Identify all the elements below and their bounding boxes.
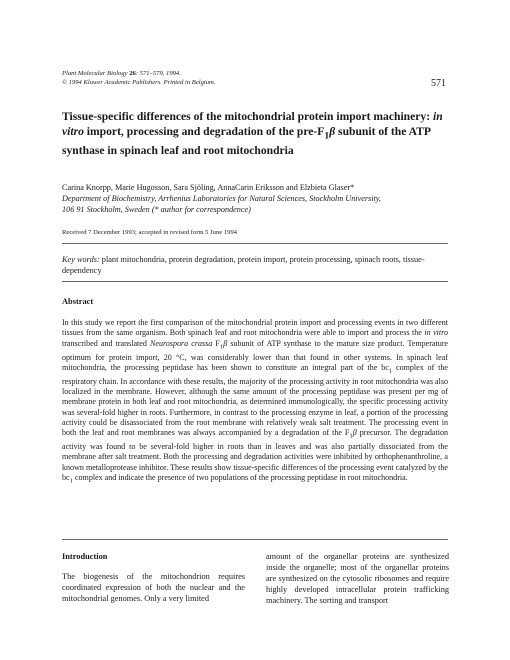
- title-subscript: 1: [324, 130, 330, 142]
- journal-name: Plant Molecular Biology: [62, 70, 128, 77]
- abstract-species: Neurospora crassa: [150, 338, 213, 348]
- copyright-line: © 1994 Kluwer Academic Publishers. Printed in Belgium.: [62, 79, 216, 86]
- abstract-text-2: transcribed and translated: [62, 338, 150, 348]
- affiliation-line-1: Department of Biochemistry, Arrhenius Laboratories for Natural Sciences, Stockholm University,: [62, 194, 381, 203]
- abstract-text-1: In this study we report the first comparison of the mitochondrial protein import and processing events in two different tissues from the same organism. Both spinach leaf and root mitochondria were able to import and process the: [62, 318, 448, 338]
- introduction-heading: Introduction: [62, 552, 108, 561]
- introduction-left-column: The biogenesis of the mitochondrion requires coordinated expression of both the nuclear and the mitochondrial genomes. Only a very limited: [62, 572, 245, 603]
- received-date: Received 7 December 1993; accepted in revised form 5 June 1994: [62, 229, 238, 236]
- divider-keywords: [62, 281, 448, 282]
- author-list: Carina Knorpp, Marie Hugosson, Sara Sjöling, AnnaCarin Eriksson and Elzbieta Glaser*: [62, 183, 355, 192]
- title-part-2: import, processing and degradation of the pre-F: [83, 125, 325, 138]
- affiliation-line-2: 106 91 Stockholm, Sweden (* author for correspondence): [62, 205, 251, 214]
- abstract-beta: β: [223, 338, 228, 348]
- title-part-1: Tissue-specific differences of the mitochondrial protein import machinery:: [62, 110, 433, 123]
- divider-top: [62, 243, 448, 244]
- abstract-beta-2: β: [352, 428, 357, 438]
- abstract-body: [62, 318, 448, 487]
- abstract-text-6: precursor. The degradation activity was found to be several-fold higher in roots than in leaves and was also partially dissociated from the membrane after salt treatment. Both the processing and degradation activities were inhibited by orthophenanthroline, a known metalloprotease inhibitor. These results show tissue-specific differences of the processing event catalyzed by the bc: [62, 428, 449, 482]
- keywords: [62, 254, 448, 276]
- keywords-text: plant mitochondria, protein degradation, protein import, protein processing, spinach roots, tissue-dependency: [62, 255, 425, 275]
- title-part-3: subunit of the ATP synthase in spinach leaf and root mitochondria: [62, 125, 431, 158]
- affiliation: [62, 193, 462, 215]
- abstract-in-vitro: in vitro: [424, 328, 448, 338]
- paper-title: [62, 109, 462, 158]
- abstract-text-7: complex and indicate the presence of two populations of the processing peptidase in root mitochondria.: [72, 472, 408, 482]
- abstract-heading: Abstract: [62, 297, 94, 306]
- keywords-label: Key words:: [62, 255, 100, 264]
- journal-citation: [62, 69, 215, 87]
- title-beta: β: [329, 125, 336, 138]
- divider-abstract: [62, 539, 448, 540]
- journal-line: [62, 69, 215, 78]
- title-in-vitro: in vitro: [62, 110, 443, 138]
- abstract-text-4: subunit of ATP synthase to the mature size product. Temperature optimum for protein import, 20 °C, was considerably lower than that found in other systems. In spinach leaf mitochondria, the processing peptidase has been shown to constitute an integral part of the bc: [62, 338, 448, 372]
- abstract-subscript-2: 1: [388, 367, 393, 375]
- abstract-subscript-4: 1: [69, 477, 73, 485]
- abstract-subscript-3: 1: [349, 432, 353, 440]
- introduction-right-column: amount of the organellar proteins are synthesized inside the organelle; most of the organellar proteins are synthesized on the cytosolic ribosomes and require highly developed intracellular protein trafficking machinery. The sorting and transport: [266, 552, 449, 605]
- abstract-text-3: F: [212, 338, 220, 348]
- journal-volume: 26: [129, 70, 136, 77]
- abstract-text-5: complex of the respiratory chain. In accordance with these results, the majority of the processing activity in root mitochondria was also localized in the membrane. However, although the same amount of the processing peptidase was present per mg of membrane protein in both leaf and root mitochondria, as determined immunologically, the specific processing activity was several-fold higher in roots. Furthermore, in contrast to the processing enzyme in leaf, a portion of the processing activity could be disassociated from the root membrane with relatively weak salt treatment. The processing event in both the leaf and root membranes was always accompanied by a degradation of the F: [62, 362, 448, 438]
- abstract-subscript-1: 1: [219, 343, 224, 351]
- journal-pages-year: : 571–579, 1994.: [135, 70, 181, 77]
- page-number: 571: [431, 78, 446, 89]
